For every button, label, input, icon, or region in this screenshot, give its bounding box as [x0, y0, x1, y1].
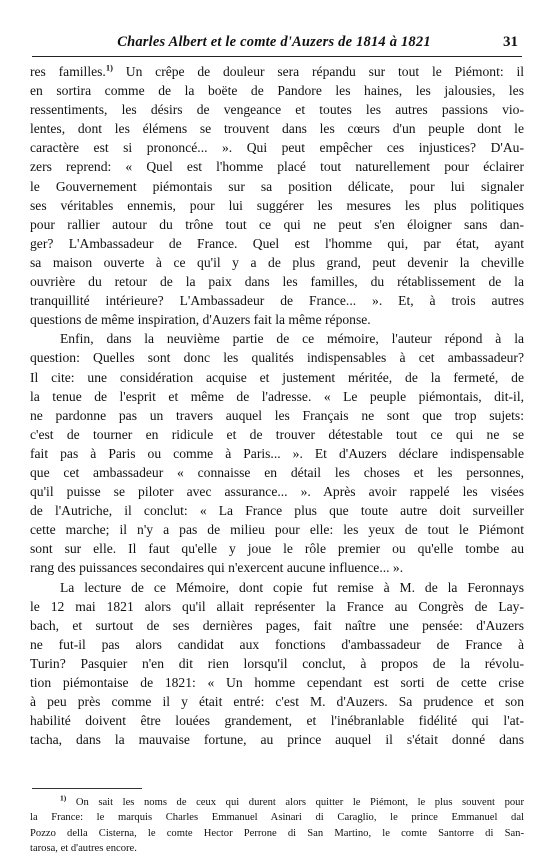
text-line: pour rallier autour du trône tout ce qui ne peut s'en éloigner sans dan-	[30, 216, 524, 232]
text-line: en sortira comme de la boëte de Pandore les haines, les jalousies, les	[30, 83, 524, 99]
running-head	[32, 34, 522, 52]
text-line: question: Quelles sont donc les qualités indispensables à cet ambassadeur?	[30, 350, 524, 366]
text-line: questions de même inspiration, d'Auzers fait la même réponse.	[30, 312, 371, 328]
text-line: ne fut-il pas alors candidat aux fonctions d'ambassadeur de France à	[30, 636, 524, 652]
footnote	[30, 795, 524, 857]
text-line: ne pardonne pas un travers auquel les Français ne sont que trop sujets:	[30, 407, 524, 423]
footnote-line: la France: le marquis Charles Emmanuel Asinari di Caraglio, le prince Emmanuel dal	[30, 812, 524, 824]
text-line: Turin? Pasquier n'en dit rien lorsqu'il conclut, à propos de la révolu-	[30, 655, 524, 671]
text-line: la tenue de l'esprit et même de l'adresse. « Le peuple piémontais, dit-il,	[30, 388, 524, 404]
text-line: cette marche; il n'y a pas de milieu pour elle: les yeux de tout le Piémont	[30, 522, 524, 538]
text-line: ses véritables ennemis, pour lui suggérer les mesures les plus politiques	[30, 197, 524, 213]
text-line: c'est de tourner en ridicule et de trouver détestable tout ce qui ne se	[30, 426, 524, 442]
body-text	[30, 62, 524, 749]
text-line: tranquillité intérieure? L'Ambassadeur de France... ». Et, à trois autres	[30, 293, 524, 309]
running-title: Charles Albert et le comte d'Auzers de 1814 à 1821	[117, 34, 431, 50]
text-line: le 12 mai 1821 alors qu'il allait représenter la France au Congrès de Lay-	[30, 598, 524, 614]
text-line: tacha, dans la mauvaise fortune, au prince auquel il s'était donné dans	[30, 732, 524, 748]
text-line: fait pas à Paris ou comme à Paris... ». Et d'Auzers déclare indispensable	[30, 445, 524, 461]
text-line: La lecture de ce Mémoire, dont copie fut remise à M. de la Feronnays	[60, 579, 524, 595]
text-line: le Gouvernement piémontais sur sa position délicate, pour lui signaler	[30, 178, 524, 194]
text-line: ger? L'Ambassadeur de France. Quel est l'homme qui, par état, ayant	[30, 235, 524, 251]
text-line: de l'Autriche, il conclut: « La France plus que toute autre doit surveiller	[30, 503, 524, 519]
footnote-mark: 1)	[60, 795, 67, 803]
footnote-reference: 1)	[105, 62, 113, 73]
text-line: Enfin, dans la neuvième partie de ce mémoire, l'auteur répond à la	[60, 331, 524, 347]
text-line: Il cite: une considération acquise et justement méritée, de la fermeté, de	[30, 369, 524, 385]
footnote-line: $^{1)}$ On sait les noms de ceux qui durent alors quitter le Piémont, le plus souvent pour	[60, 795, 524, 808]
header-rule	[32, 56, 522, 57]
footnote-line: tarosa, et d'autres encore.	[30, 843, 137, 855]
text-line: à peu près comme il y était entré: c'est M. d'Auzers. Sa prudence et son	[30, 694, 524, 710]
text-line: res familles.$^{1)}$ Un crêpe de douleur sera répandu sur tout le Piémont: il	[30, 62, 524, 79]
text-line: sont sur elle. Il faut qu'elle y joue le rôle premier ou qu'elle tombe au	[30, 541, 524, 557]
text-line: tion piémontaise de 1821: « Un homme cependant est sorti de cette crise	[30, 675, 524, 690]
footnote-line: Pozzo della Cisterna, le comte Hector Perrone di San Martino, le comte Santorre di San-	[30, 827, 524, 839]
text-line: sa maison ouverte à ce qu'il y a de plus grand, peut devenir la cheville	[30, 254, 524, 270]
text-line: ouvrière du retour de la paix dans les familles, du rétablissement de la	[30, 274, 524, 290]
page-number: 31	[503, 34, 518, 50]
text-line: rang des puissances secondaires qui n'exercent aucune influence... ».	[30, 560, 404, 576]
text-line: bach, et surtout de ses dernières pages, fait naître une pensée: d'Auzers	[30, 617, 524, 633]
text-line: lentes, dont les élémens se trouvent dans les cœurs d'un peuple dont le	[30, 121, 524, 137]
footnote-rule	[32, 788, 142, 789]
text-line: qu'il puisse se piloter avec assurance... ». Après avoir rappelé les visées	[30, 484, 524, 500]
text-line: habilité doivent être louées grandement, et l'inébranlable fidélité qui l'at-	[30, 713, 524, 729]
text-line: ressentiments, les désirs de vengeance et toutes les autres passions vio-	[30, 102, 524, 118]
text-line: zers reprend: « Quel est l'homme placé tout naturellement pour éclairer	[30, 159, 524, 175]
text-line: caractère est si prononcé... ». Qui peut empêcher ces injustices? D'Au-	[30, 140, 524, 156]
text-line: que cet ambassadeur « connaisse en détail les choses et les personnes,	[30, 464, 524, 480]
